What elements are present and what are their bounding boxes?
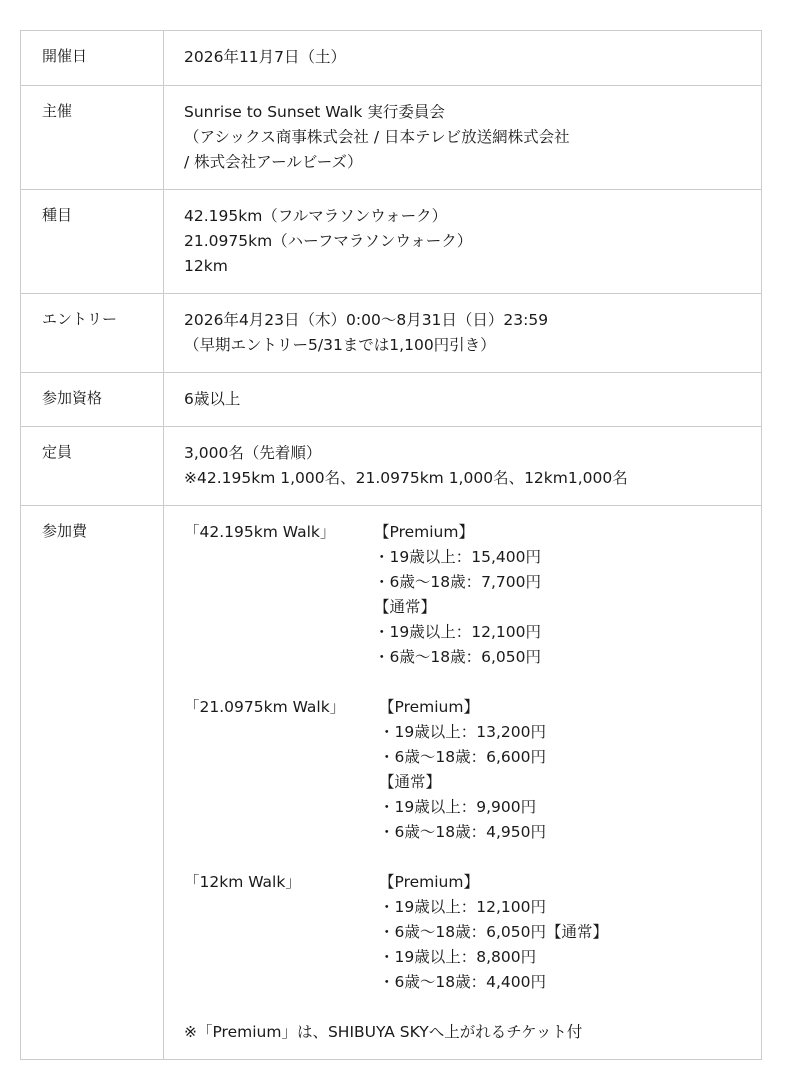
date-line: 2026年11月7日（土） xyxy=(184,48,347,66)
fee-line: ・19歳以上：8,800円 xyxy=(379,948,537,966)
fee-list xyxy=(374,520,541,670)
table-row-events xyxy=(21,190,762,294)
row-label: 種目 xyxy=(21,190,164,294)
event-line: 42.195km（フルマラソンウォーク） xyxy=(184,207,448,225)
fee-block-half xyxy=(184,695,761,845)
fee-line: ・6歳〜18歳：7,700円 xyxy=(374,573,541,591)
table-row-date xyxy=(21,31,762,86)
fee-line: 【Premium】 xyxy=(379,698,479,716)
event-line: 12km xyxy=(184,257,228,275)
fee-line: ・6歳〜18歳：6,600円 xyxy=(379,748,546,766)
fee-line: 【Premium】 xyxy=(379,873,479,891)
fee-list xyxy=(379,695,546,845)
fee-line: ・19歳以上：15,400円 xyxy=(374,548,541,566)
fee-line: 【通常】 xyxy=(379,773,442,791)
row-label: 参加資格 xyxy=(21,373,164,427)
fee-line: ・19歳以上：12,100円 xyxy=(374,623,541,641)
capacity-line: 3,000名（先着順） xyxy=(184,444,322,462)
row-value xyxy=(164,294,762,373)
row-value xyxy=(164,373,762,427)
row-value xyxy=(164,506,762,1060)
row-label: 開催日 xyxy=(21,31,164,86)
fee-course-name: 「42.195km Walk」 xyxy=(184,523,336,541)
row-label: エントリー xyxy=(21,294,164,373)
premium-note: ※「Premium」は、SHIBUYA SKYへ上がれるチケット付 xyxy=(184,1023,583,1041)
fee-line: ・19歳以上：12,100円 xyxy=(379,898,546,916)
fee-line: ・6歳〜18歳：6,050円 xyxy=(374,648,541,666)
row-value xyxy=(164,427,762,506)
row-label: 主催 xyxy=(21,86,164,190)
organizer-line: （アシックス商事株式会社 / 日本テレビ放送網株式会社 xyxy=(184,128,570,146)
event-line: 21.0975km（ハーフマラソンウォーク） xyxy=(184,232,473,250)
capacity-line: ※42.195km 1,000名、21.0975km 1,000名、12km1,000名 xyxy=(184,469,628,487)
fee-list xyxy=(379,870,608,995)
fee-block-12km xyxy=(184,870,761,995)
organizer-line: / 株式会社アールビーズ） xyxy=(184,153,363,171)
fee-block-full xyxy=(184,520,761,670)
fee-line: 【通常】 xyxy=(374,598,437,616)
fee-line: ・6歳〜18歳：4,950円 xyxy=(379,823,546,841)
event-info-table xyxy=(20,30,762,1060)
row-value xyxy=(164,190,762,294)
table-row-fees xyxy=(21,506,762,1060)
table-row-eligibility xyxy=(21,373,762,427)
row-value xyxy=(164,86,762,190)
fee-line: ・6歳〜18歳：6,050円【通常】 xyxy=(379,923,608,941)
table-row-organizer xyxy=(21,86,762,190)
fee-line: ・19歳以上：13,200円 xyxy=(379,723,546,741)
eligibility-line: 6歳以上 xyxy=(184,390,241,408)
entry-line: 2026年4月23日（木）0:00〜8月31日（日）23:59 xyxy=(184,311,549,329)
organizer-line: Sunrise to Sunset Walk 実行委員会 xyxy=(184,103,445,121)
entry-line: （早期エントリー5/31までは1,100円引き） xyxy=(184,336,496,354)
table-row-capacity xyxy=(21,427,762,506)
fee-line: 【Premium】 xyxy=(374,523,474,541)
row-label: 定員 xyxy=(21,427,164,506)
fee-course-name: 「12km Walk」 xyxy=(184,873,301,891)
fee-course-name: 「21.0975km Walk」 xyxy=(184,698,346,716)
row-value xyxy=(164,31,762,86)
row-label: 参加費 xyxy=(21,506,164,1060)
fee-line: ・19歳以上：9,900円 xyxy=(379,798,537,816)
table-row-entry xyxy=(21,294,762,373)
fee-line: ・6歳〜18歳：4,400円 xyxy=(379,973,546,991)
